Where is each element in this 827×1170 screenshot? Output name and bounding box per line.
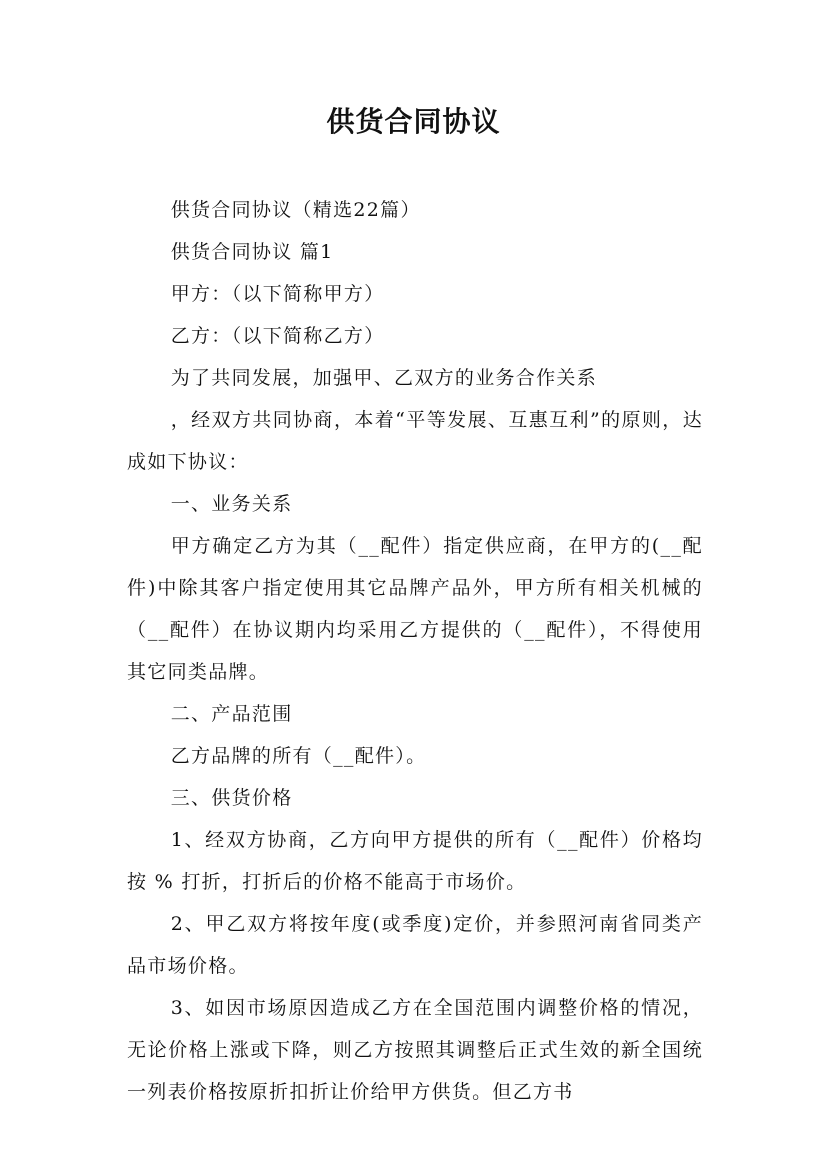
paragraph-agreement: ，经双方共同协商，本着“平等发展、互惠互利”的原则，达成如下协议： <box>127 409 703 473</box>
paragraph-purpose: 为了共同发展，加强甲、乙双方的业务合作关系 <box>170 367 597 389</box>
paragraph-party-a: 甲方：（以下简称甲方） <box>170 283 385 305</box>
document-body <box>127 189 703 1113</box>
heading-business-relation: 一、业务关系 <box>170 493 293 515</box>
paragraph-business-relation: 甲方确定乙方为其（__配件）指定供应商，在甲方的(__配件)中除其客户指定使用其它品牌产品外，甲方所有相关机械的（__配件）在协议期内均采用乙方提供的（__配件），不得使用其它同类品牌。 <box>127 535 703 683</box>
paragraph-subtitle: 供货合同协议（精选22篇） <box>170 199 421 221</box>
paragraph-section-heading: 供货合同协议 篇1 <box>170 241 334 263</box>
paragraph-price-3: 3、如因市场原因造成乙方在全国范围内调整价格的情况，无论价格上涨或下降，则乙方按照其调整后正式生效的新全国统一列表价格按原折扣折让价给甲方供货。但乙方书 <box>127 997 703 1103</box>
heading-supply-price: 三、供货价格 <box>170 787 293 809</box>
paragraph-price-2: 2、甲乙双方将按年度(或季度)定价，并参照河南省同类产品市场价格。 <box>127 913 703 977</box>
document-title: 供货合同协议 <box>326 105 501 138</box>
heading-product-scope: 二、产品范围 <box>170 703 293 725</box>
paragraph-party-b: 乙方：（以下简称乙方） <box>170 325 385 347</box>
paragraph-product-scope: 乙方品牌的所有（__配件）。 <box>170 745 427 767</box>
paragraph-price-1: 1、经双方协商，乙方向甲方提供的所有（__配件）价格均按 % 打折，打折后的价格不能高于市场价。 <box>127 829 703 893</box>
